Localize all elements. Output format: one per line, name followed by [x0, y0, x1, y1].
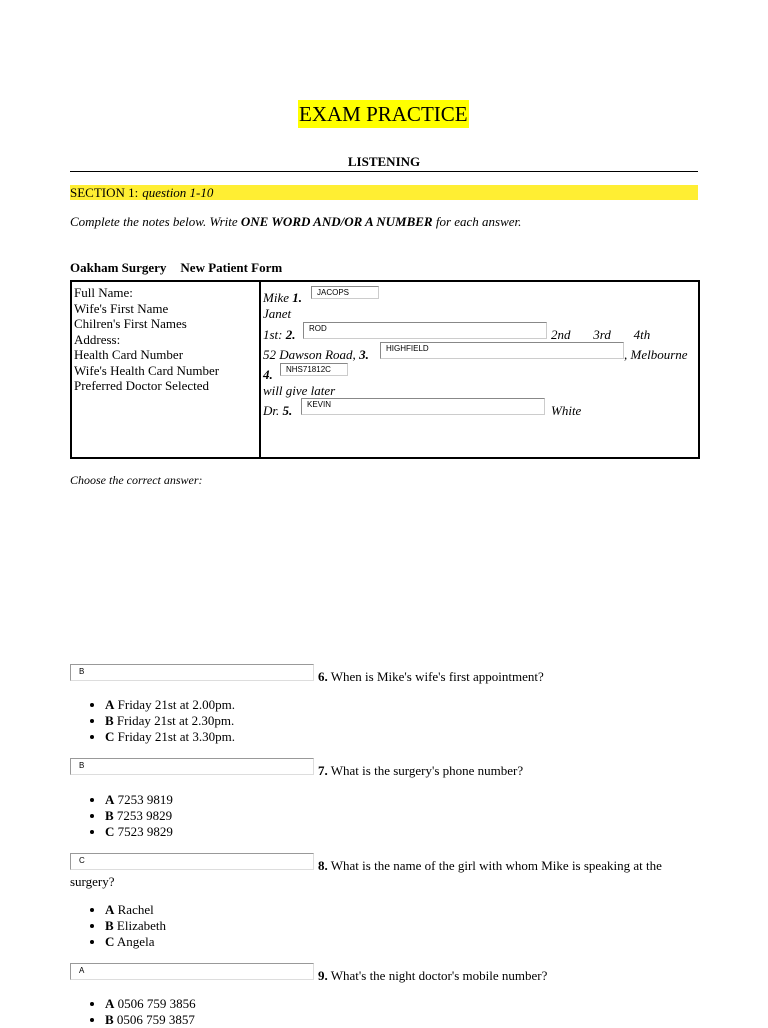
choose-instruction: Choose the correct answer: [70, 473, 203, 487]
full-name-prefix: Mike [263, 290, 293, 305]
children-rest-text: 2nd 3rd 4th [551, 327, 651, 342]
option-letter: A [105, 792, 115, 807]
option-text: Rachel [114, 902, 154, 917]
label-children-names: Chilren's First Names [74, 316, 187, 331]
option-text: 0506 759 3857 [113, 1012, 195, 1027]
option-letter: A [105, 697, 115, 712]
section-question-range: question 1-10 [142, 185, 214, 200]
q3-answer-field[interactable]: HIGHFIELD [380, 342, 624, 359]
q6-options [70, 697, 235, 745]
instruction-after: for each answer. [432, 214, 522, 229]
q4-answer-field[interactable]: NHS71812C [280, 363, 348, 376]
q6-option-c [105, 729, 235, 745]
q8-option-c [105, 934, 166, 950]
q9-question [318, 968, 547, 984]
q5-number: 5. [282, 403, 293, 418]
q7-options [70, 792, 173, 840]
children-rest [551, 327, 650, 343]
q8-options [70, 902, 166, 950]
q6-answer-field[interactable]: B [70, 664, 314, 681]
full-name-row [263, 290, 302, 306]
q6-number: 6. [318, 669, 328, 684]
q2-number: 2. [285, 327, 296, 342]
q7-option-c [105, 824, 173, 840]
option-text: 7253 9819 [114, 792, 173, 807]
instruction-bold: ONE WORD AND/OR A NUMBER [240, 214, 433, 229]
address-row [263, 347, 369, 363]
doctor-prefix: Dr. [263, 403, 283, 418]
section-header [70, 185, 698, 200]
option-text: 7523 9829 [114, 824, 173, 839]
health-card-row [263, 367, 273, 383]
q9-answer-field[interactable]: A [70, 963, 314, 980]
address-suffix: , Melbourne [624, 347, 688, 362]
q1-answer-field[interactable]: JACOPS [311, 286, 379, 299]
form-header [70, 260, 282, 276]
option-text: Angela [114, 934, 155, 949]
doctor-suffix: White [551, 403, 582, 418]
q8-text-continued: surgery? [70, 874, 115, 889]
q9-options [70, 996, 196, 1028]
subtitle: LISTENING [347, 154, 421, 169]
wife-name-value: Janet [263, 306, 292, 321]
q6-option-b [105, 713, 235, 729]
instruction-before: Complete the notes below. Write [70, 214, 241, 229]
label-full-name: Full Name: [74, 285, 133, 300]
q7-question [318, 763, 523, 779]
option-text: 0506 759 3856 [114, 996, 196, 1011]
surgery-name: Oakham Surgery [70, 260, 167, 275]
option-letter: B [105, 918, 114, 933]
q7-option-b [105, 808, 173, 824]
q4-number: 4. [263, 367, 273, 382]
option-text: Friday 21st at 2.00pm. [114, 697, 235, 712]
option-letter: C [105, 729, 115, 744]
q9-option-b [105, 1012, 196, 1028]
form-labels [74, 285, 219, 394]
option-text: Friday 21st at 2.30pm. [113, 713, 235, 728]
q7-text: What is the surgery's phone number? [327, 763, 524, 778]
option-letter: A [105, 996, 115, 1011]
option-letter: C [105, 934, 115, 949]
children-row [263, 327, 296, 343]
label-wife-health-card: Wife's Health Card Number [74, 362, 220, 378]
section-label: SECTION 1: [70, 185, 139, 200]
q9-number: 9. [318, 968, 328, 983]
q2-answer-field[interactable]: ROD [303, 322, 547, 339]
label-wife-first-name: Wife's First Name [74, 300, 169, 316]
q8-text: What is the name of the girl with whom Mike is speaking at the [327, 858, 662, 873]
option-letter: C [105, 824, 115, 839]
q6-question [318, 669, 544, 685]
option-text: Friday 21st at 3.30pm. [114, 729, 235, 744]
form-name: New Patient Form [180, 260, 283, 275]
q7-answer-field[interactable]: B [70, 758, 314, 775]
q8-number: 8. [318, 858, 328, 873]
label-address: Address: [74, 331, 121, 347]
label-preferred-doctor: Preferred Doctor Selected [74, 378, 209, 393]
doctor-row [263, 403, 292, 419]
q6-text: When is Mike's wife's first appointment? [327, 669, 544, 684]
children-prefix: 1st: [263, 327, 286, 342]
q1-number: 1. [292, 290, 302, 305]
wife-card-value: will give later [263, 383, 336, 398]
option-letter: B [105, 1012, 114, 1027]
q8-answer-field[interactable]: C [70, 853, 314, 870]
option-text: 7253 9829 [113, 808, 173, 823]
q8-option-a [105, 902, 166, 918]
q7-number: 7. [318, 763, 328, 778]
label-health-card: Health Card Number [74, 347, 184, 362]
address-prefix: 52 Dawson Road, [263, 347, 360, 362]
form-column-divider [259, 280, 261, 459]
q9-text: What's the night doctor's mobile number? [327, 968, 548, 983]
q8-question [318, 858, 662, 874]
option-text: Elizabeth [113, 918, 167, 933]
option-letter: A [105, 902, 115, 917]
q5-answer-field[interactable]: KEVIN [301, 398, 545, 415]
divider [70, 171, 698, 172]
q3-number: 3. [359, 347, 369, 362]
q8-option-b [105, 918, 166, 934]
option-letter: B [105, 808, 114, 823]
instruction [70, 214, 521, 230]
q7-option-a [105, 792, 173, 808]
option-letter: B [105, 713, 114, 728]
q9-option-a [105, 996, 196, 1012]
page-title: EXAM PRACTICE [299, 102, 468, 126]
q6-option-a [105, 697, 235, 713]
